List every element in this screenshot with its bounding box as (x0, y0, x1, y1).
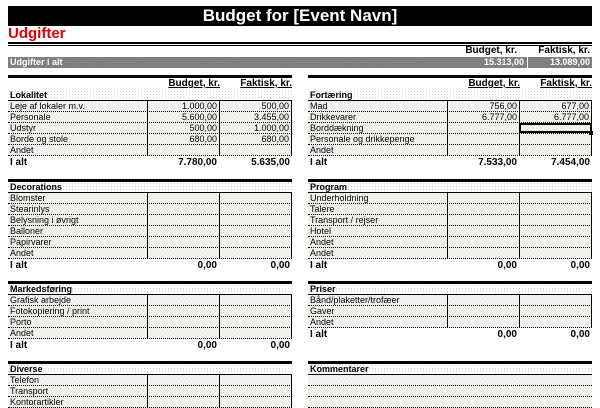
budget-cell[interactable] (147, 397, 219, 407)
summary-budget-header: Budget, kr. (465, 45, 517, 56)
col-budget-header: Budget, kr. (468, 78, 520, 89)
col-actual-header: Faktisk, kr. (540, 78, 592, 89)
budget-cell[interactable] (447, 248, 519, 258)
budget-cell[interactable]: 500,00 (147, 123, 219, 133)
row-label[interactable]: Andet (310, 145, 334, 155)
expenses-total-row[interactable] (8, 57, 592, 68)
total-actual[interactable]: 0,00 (570, 329, 590, 340)
table-row (8, 215, 292, 226)
row-label[interactable]: Fotokopiering / print (10, 306, 90, 316)
total-label: I alt (310, 329, 328, 340)
row-label[interactable]: Kontorartikler (10, 397, 64, 407)
budget-cell[interactable] (447, 215, 519, 225)
row-label[interactable]: Grafisk arbejde (10, 295, 72, 305)
table-row (8, 306, 292, 317)
actual-cell[interactable]: 500,00 (219, 101, 292, 111)
row-label[interactable]: Balloner (10, 226, 44, 236)
expenses-total-actual[interactable]: 13.089,00 (549, 57, 590, 67)
table-row (308, 193, 592, 204)
budget-cell[interactable] (447, 306, 519, 316)
actual-cell[interactable] (519, 237, 592, 247)
col-budget-header: Budget, kr. (168, 78, 220, 89)
row-label[interactable]: Borde og stole (10, 134, 69, 144)
budget-cell[interactable] (447, 123, 519, 133)
table-row (308, 215, 592, 226)
budget-cell[interactable] (147, 295, 219, 305)
actual-cell[interactable] (219, 306, 292, 316)
table-row (308, 237, 592, 248)
table-markedsfoering (8, 281, 292, 352)
table-row (8, 237, 292, 248)
budget-cell[interactable] (147, 226, 219, 236)
actual-cell[interactable] (219, 386, 292, 396)
actual-cell[interactable] (219, 328, 292, 338)
total-row (8, 156, 292, 169)
row-label[interactable]: Andet (310, 317, 334, 327)
total-label: I alt (310, 157, 328, 168)
category-header: Program (308, 182, 592, 193)
table-row (308, 317, 592, 328)
actual-cell[interactable] (519, 193, 592, 203)
budget-cell[interactable] (447, 145, 519, 155)
actual-cell[interactable]: 3.455,00 (219, 112, 292, 122)
table-row (308, 204, 592, 215)
table-row (8, 248, 292, 259)
budget-cell[interactable] (447, 226, 519, 236)
total-actual[interactable]: 0,00 (270, 260, 290, 271)
actual-cell[interactable] (519, 215, 592, 225)
table-kommentarer (308, 361, 592, 408)
total-budget[interactable]: 0,00 (197, 340, 217, 351)
page-title: Budget for [Event Navn] (8, 6, 592, 26)
row-label[interactable]: Hotel (310, 226, 332, 236)
category-header: Markedsføring (8, 284, 292, 295)
table-row (8, 134, 292, 145)
total-label: I alt (10, 340, 28, 351)
comment-line[interactable] (308, 386, 592, 397)
actual-cell[interactable] (219, 317, 292, 327)
budget-cell[interactable] (147, 248, 219, 258)
actual-cell[interactable] (519, 248, 592, 258)
total-actual[interactable]: 5.635,00 (251, 157, 290, 168)
table-row (308, 248, 592, 259)
actual-cell[interactable] (219, 397, 292, 407)
budget-cell[interactable] (147, 328, 219, 338)
actual-cell[interactable] (519, 317, 592, 327)
category-header: Decorations (8, 182, 292, 193)
table-row (8, 193, 292, 204)
actual-cell[interactable] (219, 237, 292, 247)
category-header: Kommentarer (308, 364, 592, 375)
table-row (8, 328, 292, 339)
actual-cell[interactable] (219, 204, 292, 214)
actual-cell[interactable]: 677,00 (519, 101, 592, 111)
row-label[interactable]: Belysning i øvrigt (10, 215, 79, 225)
row-label[interactable]: Leje af lokaler m.v. (10, 101, 85, 111)
category-header: Priser (308, 284, 592, 295)
table-row (308, 306, 592, 317)
row-label[interactable]: Stearinlys (10, 204, 50, 214)
table-row (8, 317, 292, 328)
total-row (308, 156, 592, 169)
table-decorations (8, 179, 292, 272)
table-fortaering (308, 75, 592, 169)
table-row (308, 101, 592, 112)
total-actual[interactable]: 0,00 (270, 340, 290, 351)
row-label[interactable]: Underholdning (310, 193, 369, 203)
actual-cell[interactable] (519, 204, 592, 214)
row-label[interactable]: Personale (10, 112, 51, 122)
total-row (8, 339, 292, 352)
table-row (8, 375, 292, 386)
table-diverse (8, 361, 292, 408)
total-row (308, 259, 592, 272)
table-row (8, 295, 292, 306)
table-row (8, 145, 292, 156)
budget-cell[interactable] (147, 317, 219, 327)
budget-cell[interactable]: 6.777,00 (447, 112, 519, 122)
summary-actual-header: Faktisk, kr. (538, 45, 590, 56)
budget-cell[interactable] (447, 317, 519, 327)
budget-cell[interactable]: 5.600,00 (147, 112, 219, 122)
table-priser (308, 281, 592, 341)
actual-cell[interactable]: 1.000,00 (219, 123, 292, 133)
actual-cell[interactable] (519, 134, 592, 144)
budget-cell[interactable] (147, 204, 219, 214)
table-row (8, 226, 292, 237)
total-label: I alt (10, 157, 28, 168)
budget-cell[interactable] (447, 193, 519, 203)
actual-cell[interactable]: 6.777,00 (519, 112, 592, 122)
actual-cell[interactable] (519, 145, 592, 155)
row-label[interactable]: Transport / rejser (310, 215, 379, 225)
table-row (308, 226, 592, 237)
budget-cell[interactable] (147, 306, 219, 316)
row-label[interactable]: Andet (10, 328, 34, 338)
budget-cell[interactable] (447, 134, 519, 144)
total-row (308, 328, 592, 341)
category-header: Diverse (8, 364, 292, 375)
table-lokalitet (8, 75, 292, 169)
total-actual[interactable]: 0,00 (570, 260, 590, 271)
row-label[interactable]: Andet (310, 237, 334, 247)
table-header (308, 78, 592, 90)
budget-cell[interactable] (147, 237, 219, 247)
actual-cell[interactable] (219, 375, 292, 385)
section-title-expenses: Udgifter (8, 25, 66, 42)
total-budget[interactable]: 0,00 (497, 329, 517, 340)
actual-cell[interactable] (519, 306, 592, 316)
total-budget[interactable]: 0,00 (497, 260, 517, 271)
budget-cell[interactable] (447, 295, 519, 305)
table-row (8, 101, 292, 112)
row-label[interactable]: Porto (10, 317, 32, 327)
table-program (308, 179, 592, 272)
row-label[interactable]: Andet (310, 248, 334, 258)
actual-cell[interactable] (219, 248, 292, 258)
col-actual-header: Faktisk, kr. (240, 78, 292, 89)
budget-cell[interactable] (447, 237, 519, 247)
total-row (8, 259, 292, 272)
row-label[interactable]: Mad (310, 101, 328, 111)
table-row (308, 145, 592, 156)
budget-cell[interactable] (147, 145, 219, 155)
actual-cell[interactable] (219, 295, 292, 305)
budget-cell[interactable] (447, 204, 519, 214)
actual-cell[interactable] (219, 215, 292, 225)
actual-cell[interactable]: 680,00 (219, 134, 292, 144)
comment-line[interactable] (308, 397, 592, 408)
table-row (308, 295, 592, 306)
table-header (8, 78, 292, 90)
row-label[interactable]: Transport (10, 386, 49, 396)
budget-cell[interactable] (147, 215, 219, 225)
total-budget[interactable]: 7.780,00 (178, 157, 217, 168)
table-row (8, 397, 292, 408)
total-label: I alt (10, 260, 28, 271)
row-label[interactable]: Gaver (310, 306, 335, 316)
budget-cell[interactable] (147, 193, 219, 203)
row-label[interactable]: Borddækning (310, 123, 364, 133)
table-row (308, 123, 592, 134)
comment-line[interactable] (308, 375, 592, 386)
actual-cell[interactable] (519, 226, 592, 236)
total-budget[interactable]: 0,00 (197, 260, 217, 271)
total-budget[interactable]: 7.533,00 (478, 157, 517, 168)
table-row (308, 112, 592, 123)
total-label: I alt (310, 260, 328, 271)
row-label[interactable]: Andet (10, 145, 34, 155)
total-actual[interactable]: 7.454,00 (551, 157, 590, 168)
row-label[interactable]: Udstyr (10, 123, 37, 133)
actual-cell[interactable] (519, 295, 592, 305)
budget-cell[interactable]: 1.000,00 (147, 101, 219, 111)
table-row (8, 123, 292, 134)
row-label[interactable]: Drikkevarer (310, 112, 357, 122)
category-header: Lokalitet (8, 90, 292, 101)
expenses-total-budget[interactable]: 15.313,00 (448, 57, 528, 68)
row-label[interactable]: Blomster (10, 193, 46, 203)
table-row (8, 204, 292, 215)
actual-cell[interactable] (219, 145, 292, 155)
row-label[interactable]: Bånd/plaketter/trofæer (310, 295, 400, 305)
table-row (8, 112, 292, 123)
row-label[interactable]: Personale og drikkepenge (310, 134, 415, 144)
budget-cell[interactable] (147, 375, 219, 385)
budget-cell[interactable] (147, 386, 219, 396)
expenses-total-label: Udgifter i alt (10, 57, 63, 67)
row-label[interactable]: Telefon (10, 375, 40, 385)
actual-cell[interactable] (219, 226, 292, 236)
actual-cell[interactable] (219, 193, 292, 203)
row-label[interactable]: Talere (310, 204, 335, 214)
row-label[interactable]: Andet (10, 248, 34, 258)
table-row (308, 134, 592, 145)
row-label[interactable]: Papirvarer (10, 237, 52, 247)
table-row (8, 386, 292, 397)
category-header: Fortæring (308, 90, 592, 101)
budget-cell[interactable]: 680,00 (147, 134, 219, 144)
budget-cell[interactable]: 756,00 (447, 101, 519, 111)
actual-cell[interactable] (519, 123, 592, 133)
